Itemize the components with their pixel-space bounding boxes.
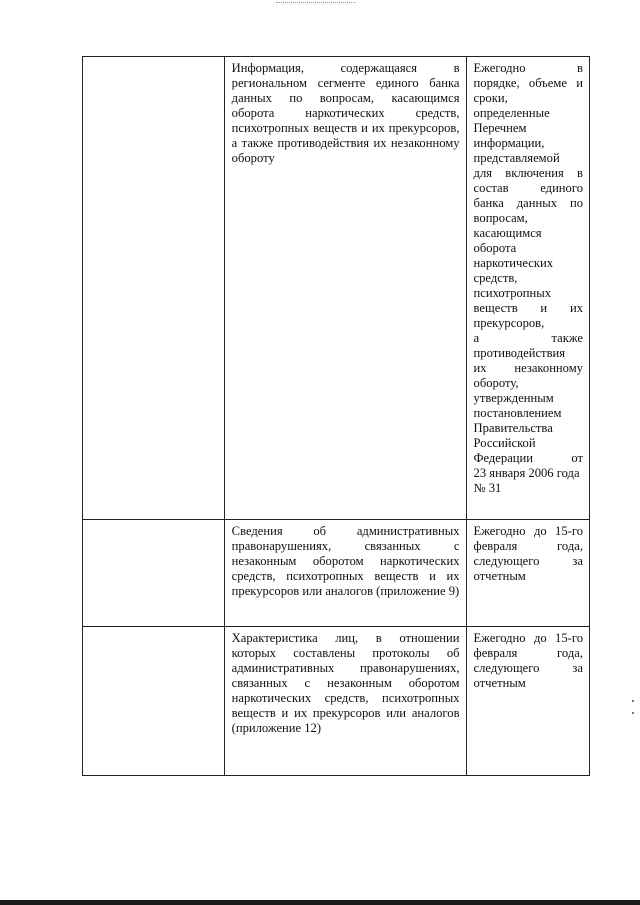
term-line: оборота <box>473 241 517 255</box>
term-line: февраля года, <box>473 539 583 553</box>
term-line: психотропных <box>473 286 552 300</box>
term-line: наркотических <box>473 256 553 270</box>
term-line: веществ и их <box>473 301 583 315</box>
term-line: представляемой <box>473 151 560 165</box>
term-line: Ежегодно до 15-го <box>473 631 583 645</box>
term-line: банка данных по <box>473 196 583 210</box>
term-line: для включения в <box>473 166 583 180</box>
term-line: прекурсоров, <box>473 316 545 330</box>
info-cell: Сведения об административных правонарушениях, связанных с незаконным оборотом наркотических средств, психотропных веществ и их прекурсоров или аналогов (приложение 9) <box>224 520 466 627</box>
term-line: вопросам, <box>473 211 528 225</box>
empty-cell <box>83 627 225 776</box>
term-line: отчетным <box>473 676 526 690</box>
reporting-table <box>82 56 590 776</box>
term-line: Ежегодно в <box>473 61 583 75</box>
term-line: следующего за <box>473 661 583 675</box>
term-line: Перечнем <box>473 121 527 135</box>
term-lines <box>474 631 583 691</box>
term-line: касающимся <box>473 226 542 240</box>
info-cell: Информация, содержащаяся в региональном сегменте единого банка данных по вопросам, касающимся оборота наркотических средств, психотропных веществ и их прекурсоров, а также противодействия их незаконному обороту <box>224 57 466 520</box>
scan-speck <box>632 712 634 714</box>
term-line: информации, <box>473 136 545 150</box>
term-line: а также <box>473 331 583 345</box>
term-line: обороту, <box>473 376 519 390</box>
term-line: сроки, <box>473 91 508 105</box>
term-line: постановлением <box>473 406 562 420</box>
term-lines <box>474 524 583 584</box>
term-cell <box>466 520 589 627</box>
empty-cell <box>83 57 225 520</box>
term-line: Федерации от <box>473 451 583 465</box>
term-cell <box>466 57 589 520</box>
term-line: № 31 <box>473 481 502 495</box>
term-line: порядке, объеме и <box>473 76 583 90</box>
term-line: Российской <box>473 436 536 450</box>
term-line: определенные <box>473 106 550 120</box>
term-line: февраля года, <box>473 646 583 660</box>
table-row <box>83 520 590 627</box>
term-line: отчетным <box>473 569 526 583</box>
empty-cell <box>83 520 225 627</box>
term-lines <box>474 61 583 496</box>
table-row <box>83 627 590 776</box>
term-line: следующего за <box>473 554 583 568</box>
term-line: утвержденным <box>473 391 554 405</box>
term-line: Ежегодно до 15-го <box>473 524 583 538</box>
table-row <box>83 57 590 520</box>
term-cell <box>466 627 589 776</box>
term-line: состав единого <box>473 181 583 195</box>
scan-bottom-edge <box>0 900 640 905</box>
info-cell: Характеристика лиц, в отношении которых составлены протоколы об административных правонарушениях, связанных с незаконным оборотом наркотических средств, психотропных веществ и их прекурсоров или аналогов (приложение 12) <box>224 627 466 776</box>
term-line: 23 января 2006 года <box>473 466 580 480</box>
term-line: противодействия <box>473 346 566 360</box>
scan-header-mark <box>276 2 356 5</box>
term-line: средств, <box>473 271 518 285</box>
scan-speck <box>632 700 634 702</box>
term-line: их незаконному <box>473 361 583 375</box>
term-line: Правительства <box>473 421 553 435</box>
